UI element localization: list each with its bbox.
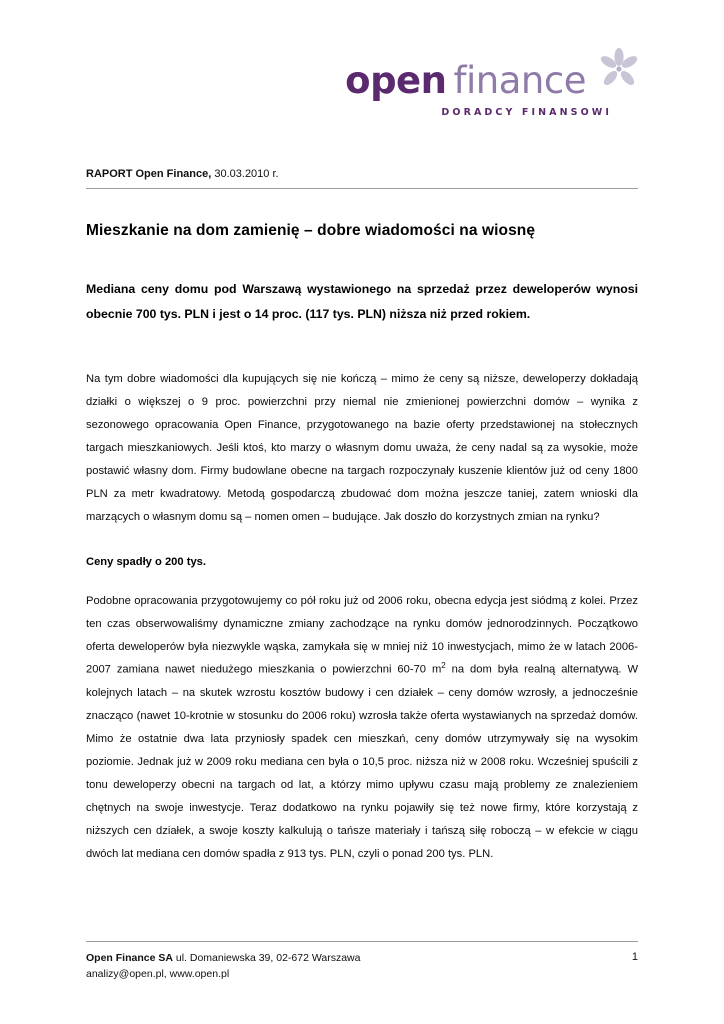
body-paragraph-1: Na tym dobre wiadomości dla kupujących się nie kończą – mimo że ceny są niższe, deweloperzy dokładają działki o większej o 9 proc. powierzchni przy niemal nie zmienionej powierzchni domów – wynika z sezonowego opracowania Open Finance, przygotowanego na bazie oferty przedstawionej na stołecznych targach mieszkaniowych. Jeśli ktoś, kto marzy o własnym domu uważa, że ceny nadal są za wysokie, może postawić własny dom. Firmy budowlane obecne na targach rozpoczynały kuszenie klientów już od ceny 1800 PLN za metr kwadratowy. Metodą gospodarczą zbudować dom można jeszcze taniej, zatem wnioski dla marzących o własnym domu są – nomen omen – budujące. Jak doszło do korzystnych zmian na rynku? [86, 373, 638, 523]
header-divider [86, 188, 638, 189]
report-date: 30.03.2010 r. [214, 168, 279, 180]
page-title: Mieszkanie na dom zamienię – dobre wiadomości na wiosnę [86, 222, 536, 239]
logo-tagline: DORADCY FINANSOWI [441, 107, 612, 118]
body-paragraph-2-superscript: 2 [441, 661, 446, 671]
logo-word-open: open [345, 59, 447, 102]
logo-wordmark-row [345, 59, 642, 102]
footer [86, 951, 638, 983]
logo-word-finance: finance [453, 59, 586, 102]
body-paragraph-2 [86, 590, 638, 866]
footer-company: Open Finance SA [86, 952, 173, 964]
body-paragraph-2-part2: na dom była realną alternatywą. W kolejnych latach – na skutek wzrostu kosztów budowy i cen działek – ceny domów wzrosły, a jednocześnie znacząco (nawet 10-krotnie w stosunku do 2006 roku) wzrosła także oferta wystawianych na sprzedaż domów. Mimo że ostatnie dwa lata przyniosły spadek cen mieszkań, ceny domów utrzymywały się na wysokim poziomie. Jednak już w 2009 roku mediana cen była o 10,5 proc. niższa niż w 2008 roku. Wcześniej spuścili z tonu deweloperzy obecni na targach od lat, a którzy mimo upływu czasu mają problemy ze znalezieniem chętnych na swoje inwestycje. Teraz dodatkowo na rynku pojawiły się też nowe firmy, które korzystają z niższych cen działek, a swoje koszty kalkulują o tańsze materiały i tańszą siłę roboczą – w efekcie w ciągu dwóch lat mediana cen domów spadła z 913 tys. PLN, czyli o ponad 200 tys. PLN. [86, 664, 639, 860]
report-label: RAPORT Open Finance, [86, 168, 212, 180]
body-subheading-1: Ceny spadły o 200 tys. [86, 555, 207, 568]
flower-icon [596, 48, 642, 98]
page-number: 1 [631, 951, 638, 963]
footer-address-line [86, 951, 638, 967]
document-body [86, 368, 638, 888]
open-finance-logo [345, 59, 642, 118]
lead-paragraph: Mediana ceny domu pod Warszawą wystawionego na sprzedaż przez deweloperów wynosi obecnie 700 tys. PLN i jest o 14 proc. (117 tys. PLN) niższa niż przed rokiem. [86, 282, 638, 321]
body-paragraph-2-part1: Podobne opracowania przygotowujemy co pół roku już od 2006 roku, obecna edycja jest siódmą z kolei. Przez ten czas obserwowaliśmy dynamiczne zmiany zachodzące na rynku domów jednorodzinnych. Początkowo oferta deweloperów była niezwykle wąska, zamykała się w mniej niż 10 inwestycjach, mimo że w latach 2006-2007 zamiana nawet niedużego mieszkania o powierzchni 60-70 m [86, 594, 638, 677]
footer-contact: analizy@open.pl, www.open.pl [86, 967, 230, 980]
footer-divider [86, 941, 638, 942]
report-header [86, 168, 638, 180]
footer-address: ul. Domaniewska 39, 02-672 Warszawa [172, 952, 361, 964]
